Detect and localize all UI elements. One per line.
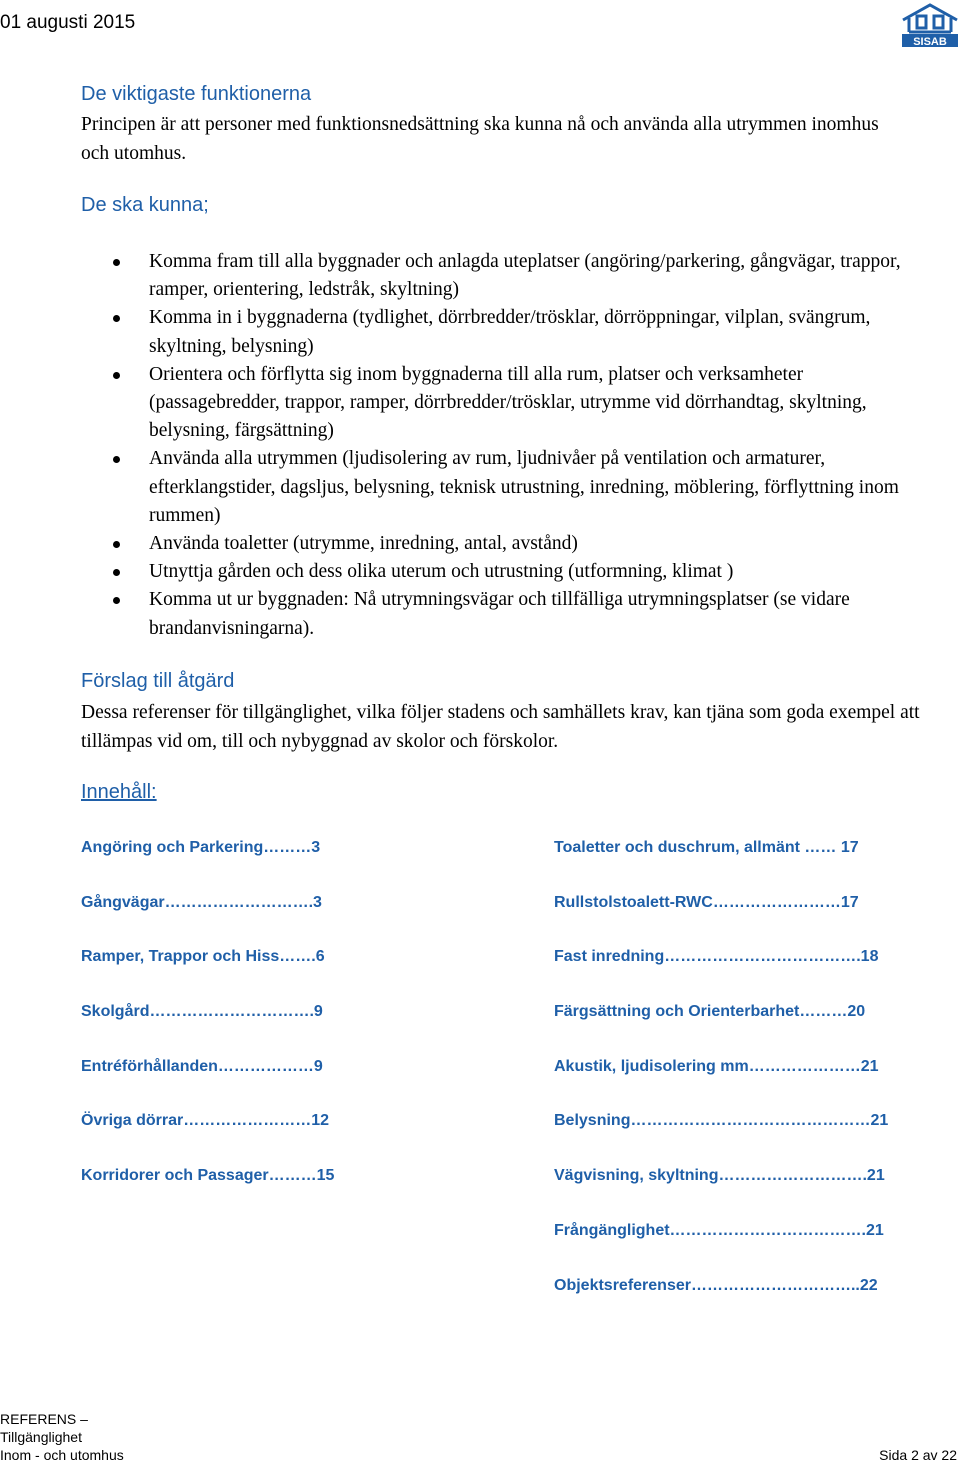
toc-entry[interactable]: Gångvägar……………………….3 <box>81 893 322 911</box>
footer-line: Tillgänglighet <box>0 1429 82 1445</box>
list-item-text: Komma in i byggnaderna (tydlighet, dörrbredder/trösklar, dörröppningar, vilplan, svängrum, skyltning, belysning) <box>149 307 871 357</box>
bullet-icon <box>113 372 120 379</box>
bullet-icon <box>113 541 120 548</box>
section-heading-proposal: Förslag till åtgärd <box>81 670 235 692</box>
section-heading-functions: De viktigaste funktionerna <box>81 83 312 105</box>
toc-left-column <box>81 839 334 1222</box>
footer-document-title <box>0 1410 124 1464</box>
list-item <box>108 361 938 446</box>
toc-entry[interactable]: Korridorer och Passager………15 <box>81 1167 335 1185</box>
toc-entry[interactable]: Frångänglighet……………………………….21 <box>554 1221 884 1239</box>
sisab-logo <box>899 2 960 48</box>
list-item-text: Utnyttja gården och dess olika uterum och utrustning (utformning, klimat ) <box>149 561 734 583</box>
toc-entry[interactable]: Färgsättning och Orienterbarhet………20 <box>554 1003 866 1021</box>
list-item <box>108 558 938 586</box>
footer-line: REFERENS – <box>0 1411 88 1427</box>
toc-heading: Innehåll: <box>81 781 157 803</box>
list-item <box>108 304 938 360</box>
toc-entry[interactable]: Fast inredning……………………………….18 <box>554 948 879 966</box>
header-date: 01 augusti 2015 <box>0 12 136 33</box>
toc-entry[interactable]: Ramper, Trappor och Hiss…….6 <box>81 948 325 966</box>
list-item <box>108 445 938 530</box>
toc-right-column <box>554 839 888 1331</box>
bullet-icon <box>113 259 120 266</box>
page-number: Sida 2 av 22 <box>879 1447 957 1463</box>
toc-entry[interactable]: Vägvisning, skyltning……………………….21 <box>554 1167 885 1185</box>
toc-entry[interactable]: Toaletter och duschrum, allmänt …… 17 <box>554 839 859 856</box>
list-item-text: Komma fram till alla byggnader och anlagda uteplatser (angöring/parkering, gångvägar, trappor, ramper, orientering, ledstråk, skyltning) <box>149 251 901 301</box>
bullet-icon <box>113 315 120 322</box>
bullet-icon <box>113 597 120 604</box>
intro-paragraph: Principen är att personer med funktionsnedsättning ska kunna nå och använda alla utrymmen inomhus och utomhus. <box>81 114 879 164</box>
list-item-text: Orientera och förflytta sig inom byggnaderna till alla rum, platser och verksamheter (passagebredder, trappor, ramper, dörrbredder/trösklar, utrymme vid dörrhandtag, skyltning, belysning, färgsättning) <box>149 363 867 442</box>
toc-entry[interactable]: Entréförhållanden………………9 <box>81 1057 323 1075</box>
list-item <box>108 586 938 642</box>
toc-entry[interactable]: Rullstolstoalett-RWC……………………17 <box>554 893 859 911</box>
list-item-text: Använda toaletter (utrymme, inredning, antal, avstånd) <box>149 533 578 555</box>
list-item-text: Komma ut ur byggnaden: Nå utrymningsvägar och tillfälliga utrymningsplatser (se vidare brandanvisningarna). <box>149 589 850 639</box>
section-heading-abilities: De ska kunna; <box>81 194 209 216</box>
toc-entry[interactable]: Angöring och Parkering………3 <box>81 839 321 856</box>
footer-line: Inom - och utomhus <box>0 1447 124 1463</box>
toc-entry[interactable]: Belysning………………………………………21 <box>554 1112 889 1130</box>
toc-entry[interactable]: Skolgård………………………….9 <box>81 1003 323 1021</box>
toc-entry[interactable]: Akustik, ljudisolering mm…………………21 <box>554 1057 879 1075</box>
proposal-paragraph: Dessa referenser för tillgänglighet, vilka följer stadens och samhällets krav, kan tjäna som goda exempel att tillämpas vid om, till och nybyggnad av skolor och förskolor. <box>81 702 920 752</box>
toc-entry[interactable]: Objektsreferenser…………………………..22 <box>554 1276 878 1294</box>
list-item <box>108 248 938 304</box>
list-item-text: Använda alla utrymmen (ljudisolering av rum, ljudnivåer på ventilation och armaturer, efterklangstider, dagsljus, belysning, teknisk utrustning, inredning, möblering, förflyttning inom rummen) <box>149 448 899 526</box>
ability-list <box>108 248 938 643</box>
list-item <box>108 530 938 558</box>
toc-entry[interactable]: Övriga dörrar……………………12 <box>81 1112 330 1130</box>
bullet-icon <box>113 456 120 463</box>
bullet-icon <box>113 569 120 576</box>
sisab-logo-text: SISAB <box>913 36 947 48</box>
